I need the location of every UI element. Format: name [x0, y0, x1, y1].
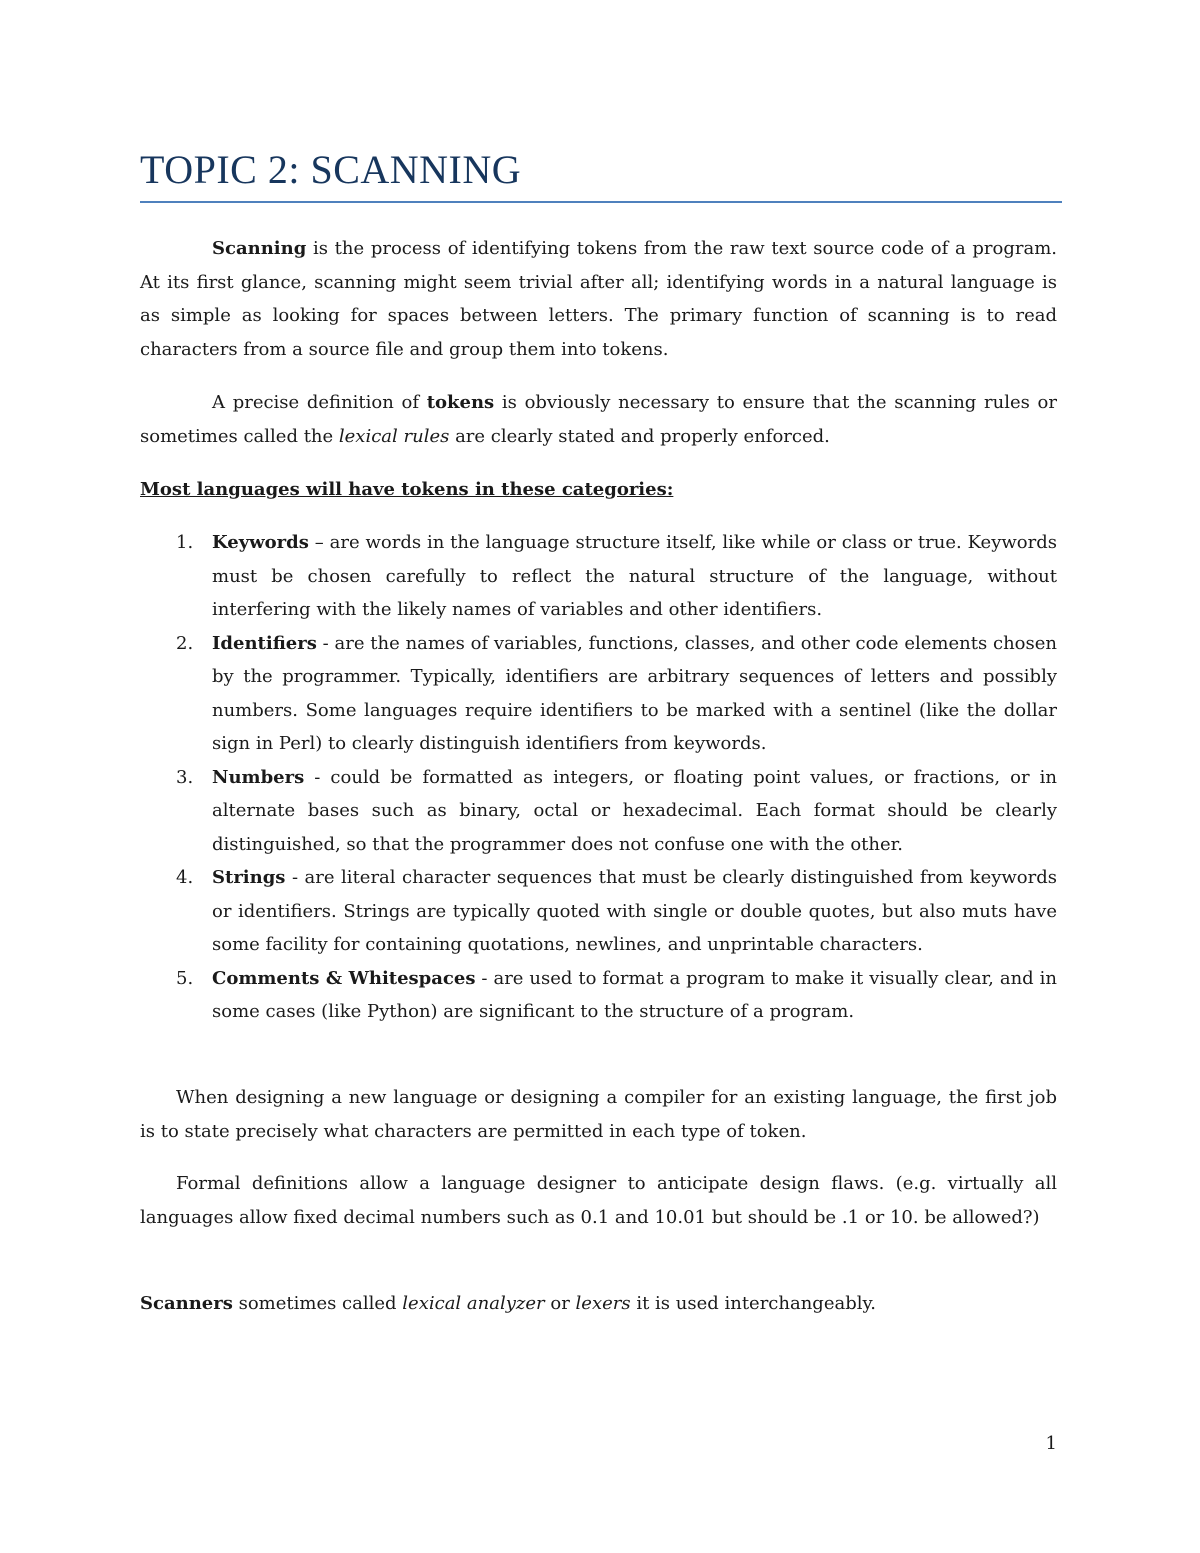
- list-text: - could be formatted as integers, or floating point values, or fractions, or in alternate bases such as binary, octal or hexadecimal. Each format should be clearly distinguished, so that the programmer does not confuse one with the other.: [212, 766, 1057, 855]
- list-term: Comments & Whitespaces: [212, 967, 476, 989]
- paragraph-designing-language: When designing a new language or designing a compiler for an existing language, the first job is to state precisely what characters are permitted in each type of token.: [140, 1087, 1057, 1142]
- title-underline-rule: [140, 201, 1062, 203]
- paragraph-scanners: [140, 1287, 1057, 1321]
- list-term: Identifiers: [212, 632, 317, 654]
- paragraph-text: is obviously necessary to ensure that the scanning rules or sometimes called the: [140, 392, 1057, 447]
- paragraph-text: it is used interchangeably.: [630, 1293, 876, 1314]
- term-scanning: Scanning: [212, 238, 307, 259]
- list-number: 4.: [176, 867, 194, 888]
- page-title: TOPIC 2: SCANNING: [140, 147, 522, 192]
- list-number: 5.: [176, 967, 194, 989]
- term-lexers: lexers: [575, 1293, 631, 1314]
- list-item-identifiers: [140, 627, 1057, 761]
- list-term: Strings: [212, 867, 286, 888]
- list-text: - are used to format a program to make it visually clear, and in some cases (like Python) are significant to the structure of a program.: [212, 967, 1057, 1022]
- list-text: - are literal character sequences that must be clearly distinguished from keywords or identifiers. Strings are typically quoted with single or double quotes, but also muts have some facility for containing quotations, newlines, and unprintable characters.: [212, 867, 1057, 955]
- list-item-strings: [140, 861, 1057, 962]
- term-scanners: Scanners: [140, 1293, 233, 1314]
- paragraph-text: sometimes called: [232, 1293, 403, 1314]
- term-tokens: tokens: [426, 392, 495, 413]
- list-term: Keywords: [212, 532, 309, 553]
- term-lexical-rules: lexical rules: [338, 425, 450, 447]
- categories-heading: Most languages will have tokens in these categories:: [140, 479, 674, 500]
- list-number: 1.: [176, 532, 194, 553]
- paragraph-formal-definitions: Formal definitions allow a language designer to anticipate design flaws. (e.g. virtually all languages allow fixed decimal numbers such as 0.1 and 10.01 but should be .1 or 10. be allowed?): [140, 1173, 1057, 1228]
- paragraph-text: or: [544, 1293, 576, 1314]
- paragraph-text: A precise definition of: [212, 392, 427, 413]
- list-item-comments-whitespaces: [140, 962, 1057, 1029]
- paragraph-scanning-definition: [140, 232, 1057, 366]
- paragraph-tokens-definition: [140, 386, 1057, 453]
- list-item-keywords: [140, 526, 1057, 627]
- term-lexical-analyzer: lexical analyzer: [402, 1293, 545, 1314]
- list-number: 2.: [176, 632, 194, 654]
- list-text: - are the names of variables, functions, classes, and other code elements chosen by the programmer. Typically, identifiers are arbitrary sequences of letters and possibly numbers. Some languages require identifiers to be marked with a sentinel (like the dollar sign in Perl) to clearly distinguish identifiers from keywords.: [212, 632, 1057, 754]
- list-item-numbers: [140, 761, 1057, 862]
- paragraph-text: are clearly stated and properly enforced.: [449, 425, 830, 447]
- token-categories-list: [140, 526, 1057, 1029]
- paragraph-text: is the process of identifying tokens from the raw text source code of a program. At its first glance, scanning might seem trivial after all; identifying words in a natural language is as simple as looking for spaces between letters. The primary function of scanning is to read characters from a source file and group them into tokens.: [140, 238, 1057, 360]
- page-number: 1: [1045, 1433, 1057, 1454]
- list-text: – are words in the language structure itself, like while or class or true. Keywords must be chosen carefully to reflect the natural structure of the language, without interfering with the likely names of variables and other identifiers.: [212, 532, 1057, 620]
- list-term: Numbers: [212, 766, 305, 788]
- list-number: 3.: [176, 766, 194, 788]
